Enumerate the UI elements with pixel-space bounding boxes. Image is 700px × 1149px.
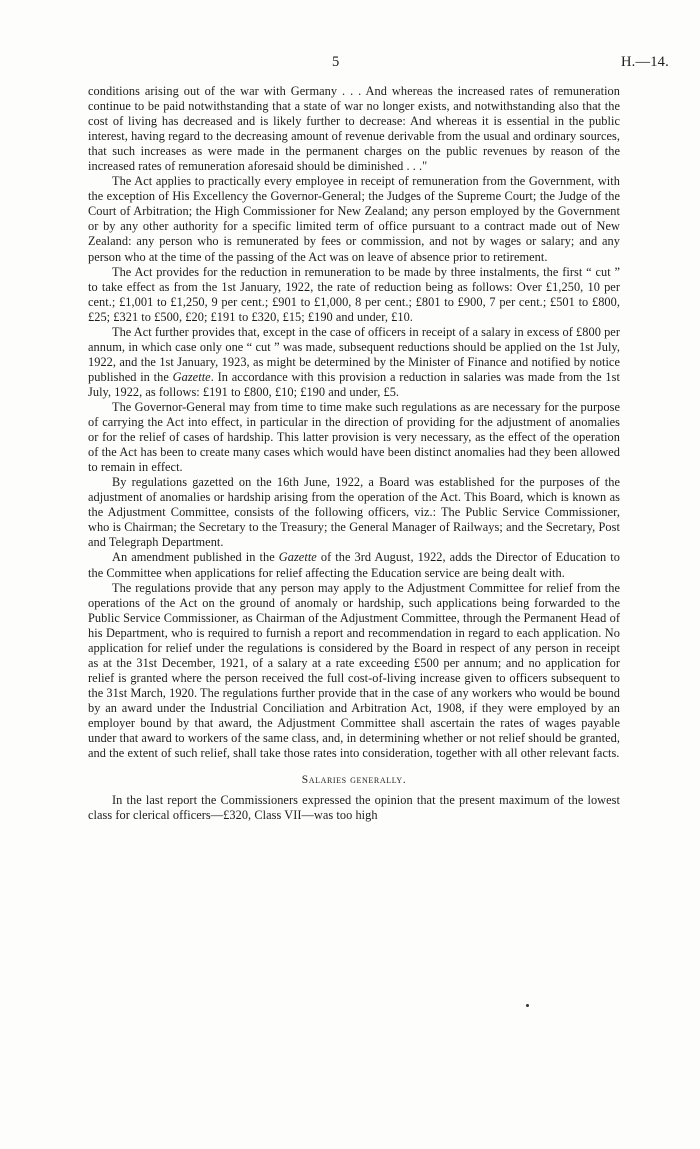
paragraph-7: An amendment published in the Gazette of the 3rd August, 1922, adds the Director of Education to the Committee when applications for relief affecting the Education service are being dealt with. bbox=[88, 550, 620, 580]
paragraph-6: By regulations gazetted on the 16th June, 1922, a Board was established for the purposes of the adjustment of anomalies or hardship arising from the operation of the Act. This Board, which is known as the Adjustment Committee, consists of the following officers, viz.: The Public Service Commissioner, who is Chairman; the Secretary to the Treasury; the General Manager of Railways; and the Secretary, Post and Telegraph Department. bbox=[88, 475, 620, 550]
gazette-italic: Gazette bbox=[172, 369, 211, 384]
paragraph-8: The regulations provide that any person may apply to the Adjustment Committee for relief from the operations of the Act on the ground of anomaly or hardship, such applications being forwarded to the Public Service Commissioner, as Chairman of the Adjustment Committee, through the Permanent Head of his Department, who is required to furnish a report and recommendation in regard to each application. No application for relief under the regulations is considered by the Board in respect of any person in receipt as at the 31st December, 1921, of a salary at a rate exceeding £500 per annum; and no application for relief is granted where the person received the full cost-of-living increase given to officers subsequent to the 31st March, 1920. The regulations further provide that in the case of any workers who would be bound by an award under the Industrial Conciliation and Arbitration Act, 1908, if they were employed by an employer bound by that award, the Adjustment Committee shall ascertain the rates of wages payable under that award to workers of the same class, and, in determining whether or not relief should be granted, and the extent of such relief, shall take those rates into consideration, together with all other relevant facts. bbox=[88, 580, 620, 761]
closing-paragraph: In the last report the Commissioners expressed the opinion that the present maximum of the lowest class for clerical officers—£320, Class VII—was too high bbox=[88, 793, 620, 823]
page-number: 5 bbox=[332, 54, 340, 70]
body-text bbox=[88, 84, 620, 823]
paragraph-1: conditions arising out of the war with Germany . . . And whereas the increased rates of remuneration continue to be paid notwithstanding that a state of war no longer exists, and notwithstanding also that the cost of living has decreased and is likely further to decrease: And whereas it is essential in the public interest, having regard to the decreasing amount of revenue derivable from the usual and ordinary sources, that such increases as were made in the permanent charges on the public revenues by reason of the increased rates of remuneration aforesaid should be diminished . . ." bbox=[88, 84, 620, 174]
ink-dot bbox=[526, 1004, 529, 1007]
document-reference: H.—14. bbox=[621, 54, 669, 70]
paragraph-5: The Governor-General may from time to time make such regulations as are necessary for the purpose of carrying the Act into effect, in particular in the direction of providing for the adjustment of anomalies or for the relief of cases of hardship. This latter provision is very necessary, as the effect of the operation of the Act has been to create many cases which would have been distinct anomalies had they been allowed to remain in effect. bbox=[88, 399, 620, 475]
paragraph-3: The Act provides for the reduction in remuneration to be made by three instalments, the first “ cut ” to take effect as from the 1st January, 1922, the rate of reduction being as follows: Over £1,250, 10 per cent.; £1,001 to £1,250, 9 per cent.; £901 to £1,000, 8 per cent.; £801 to £900, 7 per cent.; £501 to £800, £25; £321 to £500, £20; £191 to £320, £15; £190 and under, £10. bbox=[88, 264, 620, 324]
paragraph-4: The Act further provides that, except in the case of officers in receipt of a salary in excess of £800 per annum, in which case only one “ cut ” was made, subsequent reductions should be applied on the 1st July, 1922, and the 1st January, 1923, as might be determined by the Minister of Finance and notified by notice published in the Gazette. In accordance with this provision a reduction in salaries was made from the 1st July, 1922, as follows: £191 to £800, £10; £190 and under, £5. bbox=[88, 324, 620, 399]
gazette-italic: Gazette bbox=[278, 550, 317, 565]
section-heading: Salaries generally. bbox=[301, 774, 407, 787]
paragraph-2: The Act applies to practically every employee in receipt of remuneration from the Government, with the exception of His Excellency the Governor-General; the Judges of the Supreme Court; the Judge of the Court of Arbitration; the High Commissioner for New Zealand; any person employed by the Government or by any other authority for a specific limited term of office pursuant to a contract made out of New Zealand: any person who is remunerated by fees or commission, and not by wages or salary; and any person who at the time of the passing of the Act was on leave of absence prior to retirement. bbox=[88, 174, 620, 264]
